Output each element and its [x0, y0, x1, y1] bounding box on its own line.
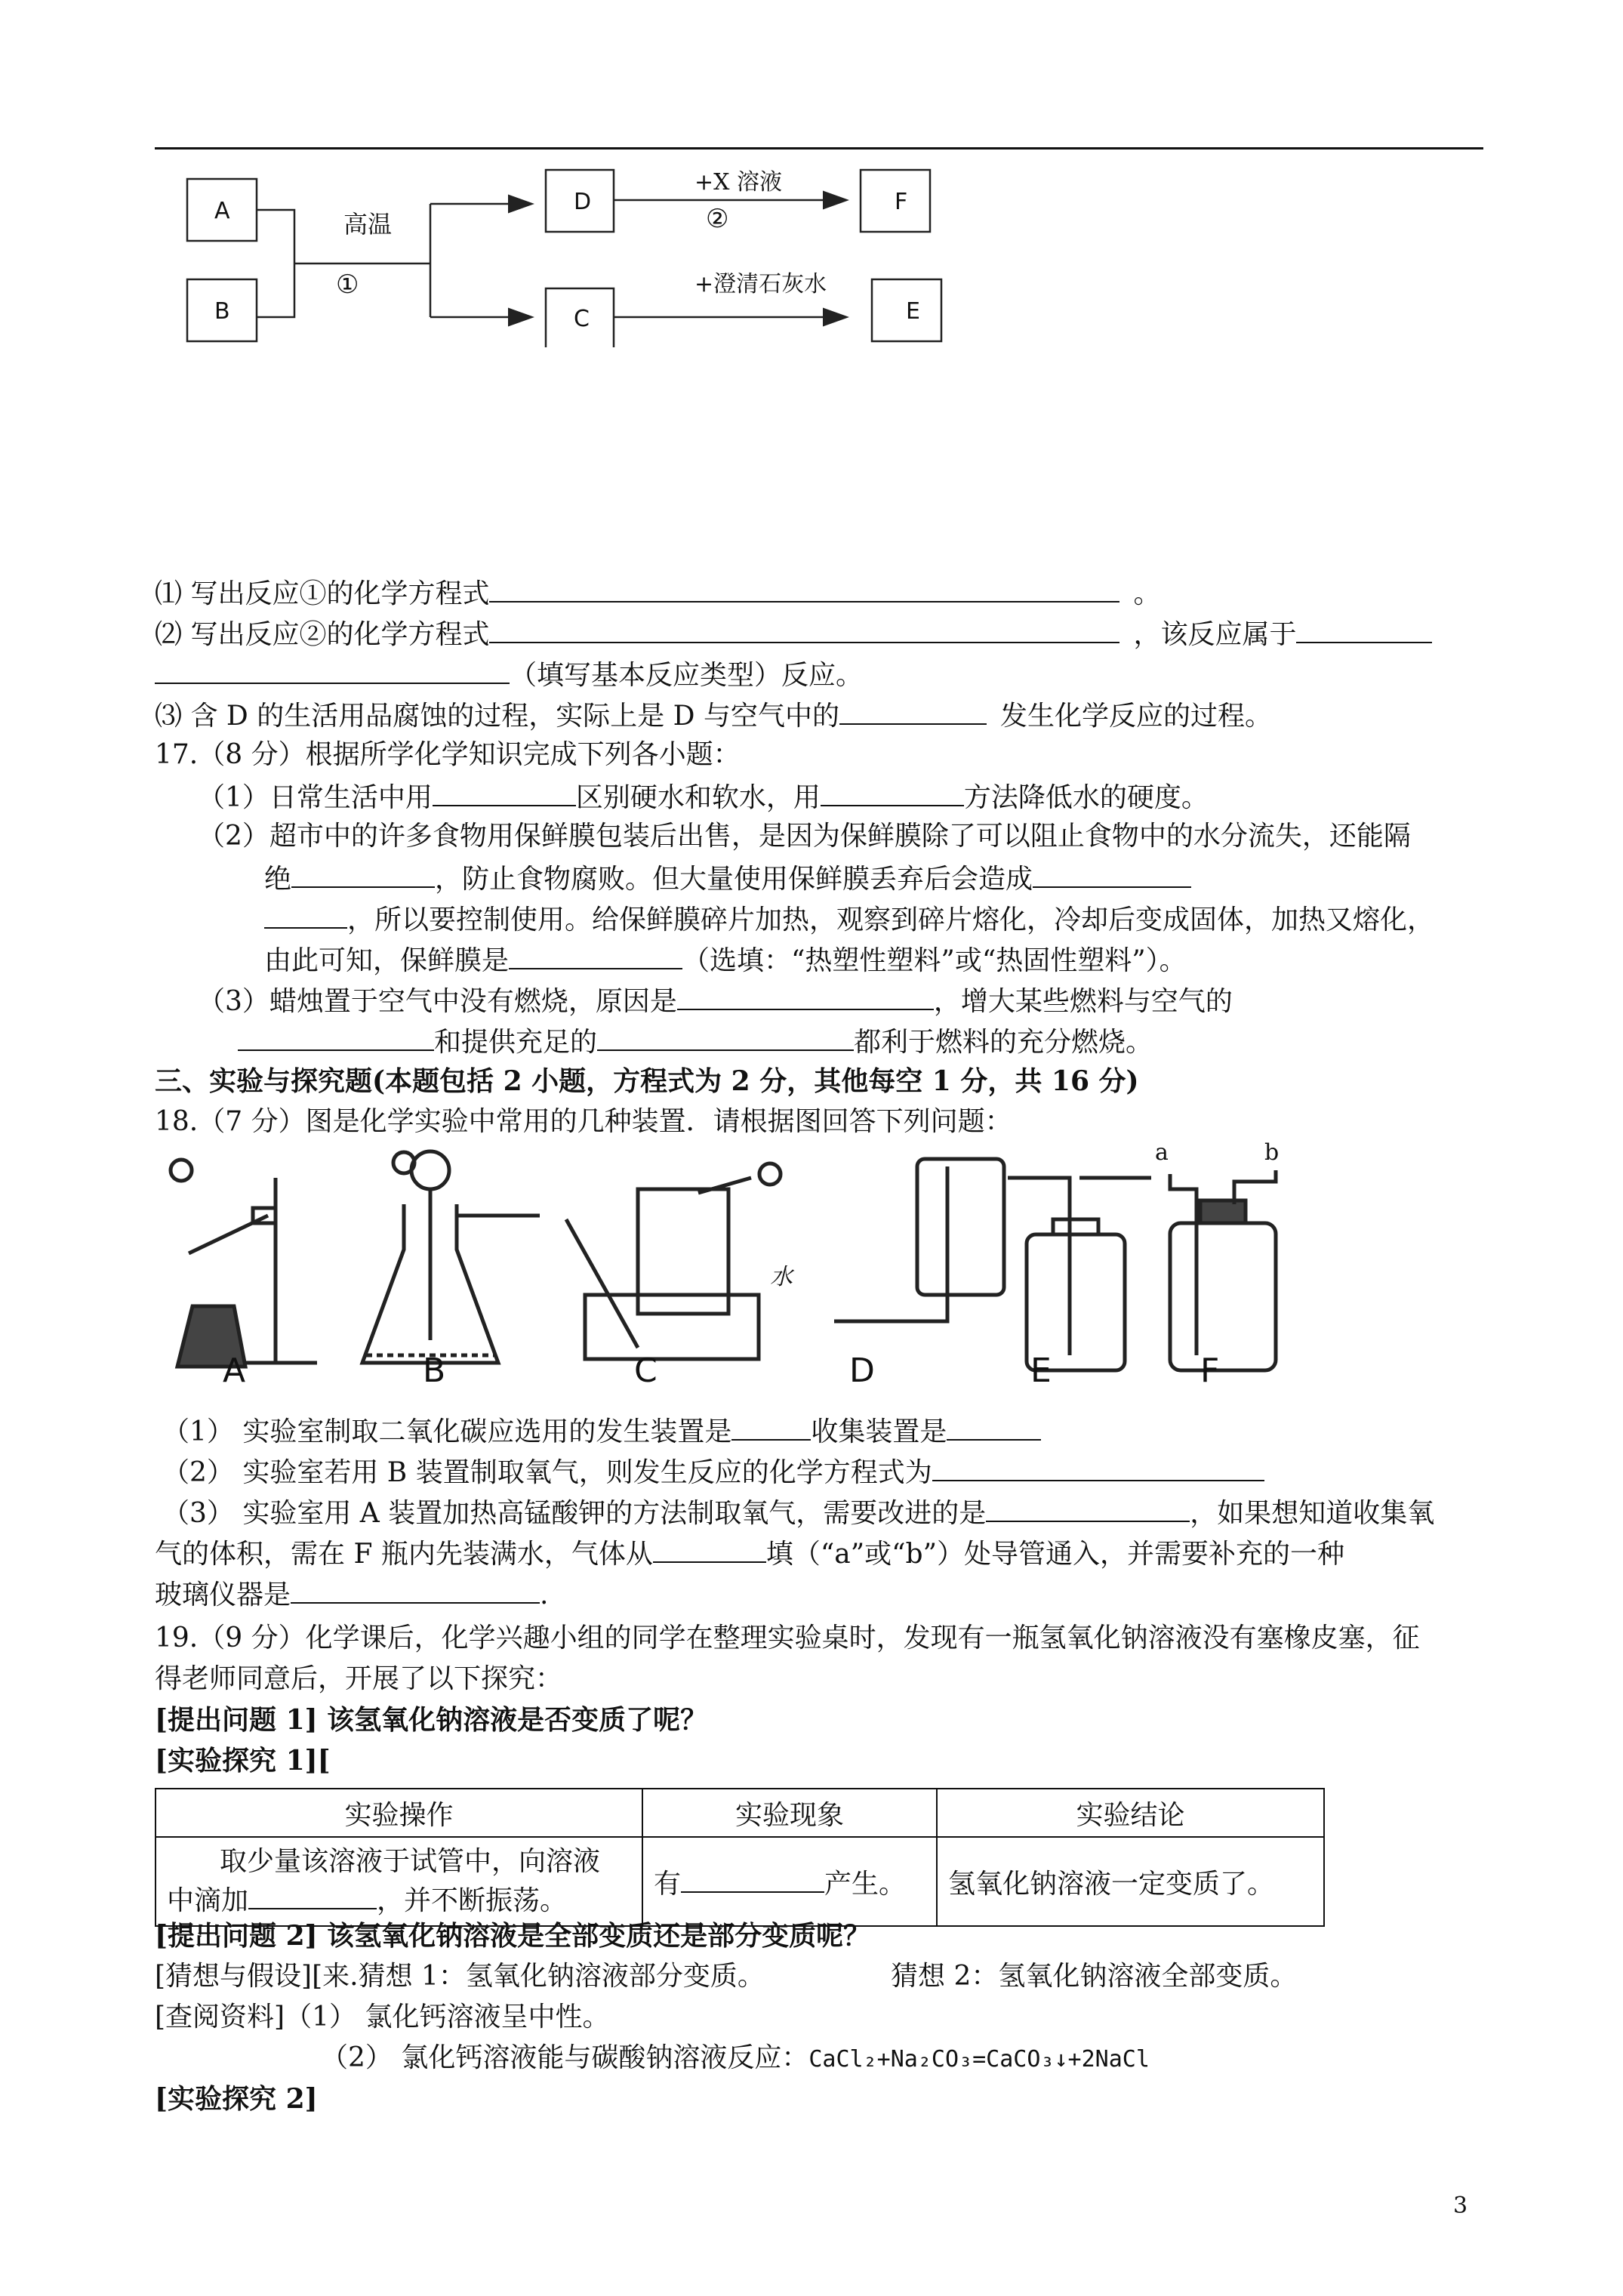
answer-blank[interactable]	[433, 779, 576, 806]
page-number: 3	[1453, 2193, 1468, 2219]
label-water: 水	[770, 1264, 793, 1290]
section-3-heading: 三、实验与探究题(本题包括 2 小题，方程式为 2 分，其他每空 1 分，共 16 分)	[155, 1065, 1139, 1097]
answer-blank[interactable]	[489, 616, 1119, 643]
answer-blank[interactable]	[509, 942, 682, 969]
q18-sub3-line2: 气的体积，需在 F 瓶内先装满水，气体从 填（“a”或“b”）处导管通入，并需要补充的一种	[155, 1536, 1344, 1571]
q16-part2-cont: （填写基本反应类型）反应。	[155, 657, 863, 692]
cell-phenomenon: 有 产生。	[642, 1837, 937, 1926]
answer-blank[interactable]	[238, 1024, 434, 1051]
q19-intro-line2: 得老师同意后，开展了以下探究：	[155, 1663, 563, 1694]
q17-sub1: （1）日常生活中用 区别硬水和软水，用 方法降低水的硬度。	[198, 779, 1209, 815]
q16-part1: ⑴ 写出反应①的化学方程式 。	[155, 575, 1160, 611]
answer-blank[interactable]	[932, 1454, 1264, 1481]
q18-title: 18.（7 分）图是化学实验中常用的几种装置．请根据图回答下列问题：	[155, 1106, 1012, 1137]
q19-hypothesis1: [猜想与假设][来.猜想 1：氢氧化钠溶液部分变质。	[155, 1961, 765, 1992]
label-step1: ①	[336, 270, 359, 300]
th-operation: 实验操作	[156, 1789, 642, 1837]
node-D: D	[574, 189, 592, 215]
label-port-a: a	[1155, 1139, 1169, 1166]
answer-blank[interactable]	[291, 861, 435, 888]
q19-intro-line1: 19.（9 分）化学课后，化学兴趣小组的同学在整理实验桌时，发现有一瓶氢氧化钠溶液没有塞橡皮塞，征	[155, 1623, 1420, 1653]
q19-reference1: [查阅资料]（1） 氯化钙溶液呈中性。	[155, 2002, 610, 2032]
th-conclusion: 实验结论	[937, 1789, 1324, 1837]
q19-question1: [提出问题 1] 该氢氧化钠溶液是否变质了呢？	[155, 1704, 708, 1736]
q18-sub3-line3: 玻璃仪器是 .	[155, 1576, 548, 1612]
answer-blank[interactable]	[986, 1495, 1190, 1522]
answer-blank[interactable]	[1296, 616, 1432, 643]
answer-blank[interactable]	[681, 1866, 824, 1893]
answer-blank[interactable]	[947, 1413, 1041, 1441]
answer-blank[interactable]	[264, 901, 347, 929]
node-C: C	[574, 306, 590, 332]
apparatus-label-D: D	[849, 1351, 875, 1390]
answer-blank[interactable]	[1033, 861, 1191, 888]
q17-sub3-line1: （3）蜡烛置于空气中没有燃烧，原因是 ，增大某些燃料与空气的	[198, 983, 1233, 1019]
label-high-temp: 高温	[343, 210, 393, 239]
cell-conclusion: 氢氧化钠溶液一定变质了。	[937, 1837, 1324, 1926]
apparatus-label-C: C	[634, 1351, 658, 1390]
node-F: F	[895, 189, 908, 215]
q17-title: 17.（8 分）根据所学化学知识完成下列各小题：	[155, 739, 741, 770]
header-rule	[155, 147, 1483, 149]
answer-blank[interactable]	[489, 575, 1119, 603]
q17-sub2-line2: 绝 ，防止食物腐败。但大量使用保鲜膜丢弃后会造成	[264, 861, 1191, 896]
answer-blank[interactable]	[653, 1536, 766, 1563]
q16-part3: ⑶ 含 D 的生活用品腐蚀的过程，实际上是 D 与空气中的 发生化学反应的过程。	[155, 698, 1272, 733]
q19-experiment1: [实验探究 1][	[155, 1745, 331, 1777]
th-phenomenon: 实验现象	[642, 1789, 937, 1837]
answer-blank[interactable]	[839, 698, 987, 725]
node-B: B	[214, 298, 230, 325]
q19-experiment2: [实验探究 2]	[155, 2083, 318, 2115]
answer-blank[interactable]	[821, 779, 964, 806]
label-limewater: +澄清石灰水	[694, 271, 827, 297]
q18-sub2: （2） 实验室若用 B 装置制取氧气，则发生反应的化学方程式为	[162, 1454, 1264, 1490]
node-E: E	[906, 298, 920, 325]
label-step2: ②	[706, 204, 729, 234]
answer-blank[interactable]	[155, 657, 510, 684]
apparatus-label-A: A	[223, 1351, 246, 1390]
label-port-b: b	[1264, 1139, 1280, 1166]
q17-sub2-line3: ，所以要控制使用。给保鲜膜碎片加热，观察到碎片熔化，冷却后变成固体，加热又熔化，	[264, 901, 1434, 937]
q19-hypothesis2: 猜想 2：氢氧化钠溶液全部变质。	[891, 1961, 1298, 1992]
cell-operation: 取少量该溶液于试管中，向溶液 中滴加 ，并不断振荡。	[156, 1837, 642, 1926]
answer-blank[interactable]	[677, 983, 934, 1010]
q16-part2: ⑵ 写出反应②的化学方程式 ，该反应属于	[155, 616, 1432, 652]
apparatus-illustration	[155, 1136, 1332, 1408]
table-header-row	[156, 1789, 1324, 1837]
q18-sub3-line1: （3） 实验室用 A 装置加热高锰酸钾的方法制取氧气，需要改进的是 ，如果想知道收集氧	[162, 1495, 1434, 1530]
answer-blank[interactable]	[597, 1024, 854, 1051]
apparatus-label-B: B	[423, 1351, 446, 1390]
reaction-equation: CaCl₂+Na₂CO₃=CaCO₃↓+2NaCl	[808, 2046, 1150, 2073]
q19-reference2: （2） 氯化钙溶液能与碳酸钠溶液反应：CaCl₂+Na₂CO₃=CaCO₃↓+2NaCl	[321, 2042, 1150, 2073]
apparatus-label-F: F	[1200, 1351, 1220, 1390]
label-x-solution: +X 溶液	[694, 169, 783, 196]
q17-sub3-line2: 和提供充足的 都利于燃料的充分燃烧。	[238, 1024, 1153, 1059]
node-A: A	[214, 198, 230, 224]
apparatus-label-E: E	[1030, 1351, 1052, 1390]
answer-blank[interactable]	[248, 1882, 377, 1909]
q18-sub1: （1） 实验室制取二氧化碳应选用的发生装置是 收集装置是	[162, 1413, 1041, 1449]
q17-sub2-line1: （2）超市中的许多食物用保鲜膜包装后出售，是因为保鲜膜除了可以阻止食物中的水分流失，还能隔	[198, 821, 1411, 852]
answer-blank[interactable]	[731, 1413, 811, 1441]
experiment-table	[155, 1788, 1325, 1927]
q17-sub2-line4: 由此可知，保鲜膜是 （选填：“热塑性塑料”或“热固性塑料”）。	[264, 942, 1187, 978]
table-row	[156, 1837, 1324, 1926]
answer-blank[interactable]	[291, 1576, 540, 1604]
q19-question2: [提出问题 2] 该氢氧化钠溶液是全部变质还是部分变质呢？	[155, 1920, 871, 1952]
